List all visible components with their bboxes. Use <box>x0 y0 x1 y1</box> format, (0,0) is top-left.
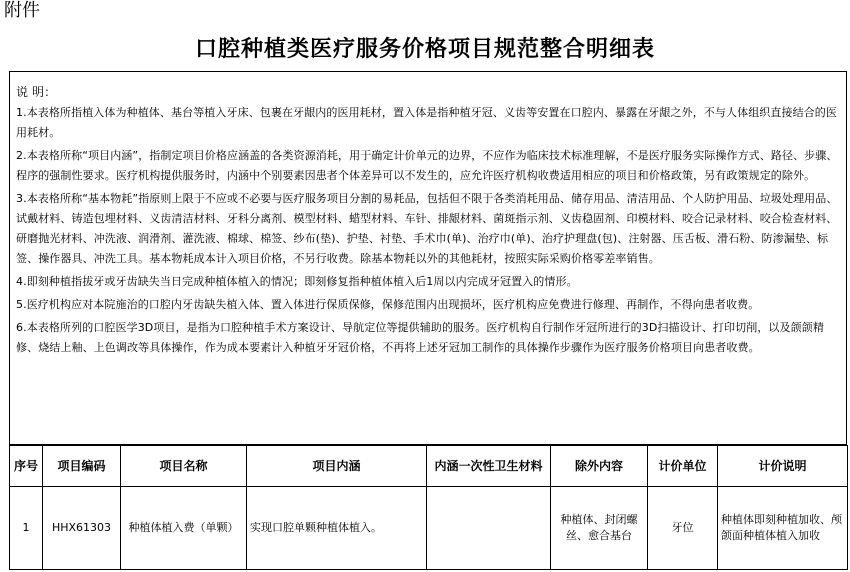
cell-pricing-note: 种植体即刻种植加收、颅颌面种植体植入加收 <box>718 487 848 570</box>
header-excluded: 除外内容 <box>551 446 648 487</box>
cell-unit: 牙位 <box>648 487 718 570</box>
header-unit: 计价单位 <box>648 446 718 487</box>
header-code: 项目编码 <box>43 446 121 487</box>
notes-heading: 说 明： <box>16 85 57 99</box>
notes-section <box>9 71 847 445</box>
note-item-5: 5.医疗机构应对本院施治的口腔内牙齿缺失植入体、置入体进行保质保修，保修范围内出现损坏，医疗机构应免费进行修理、再制作，不得向患者收费。 <box>16 298 760 311</box>
note-item-4: 4.即刻种植指拔牙或牙齿缺失当日完成种植体植入的情况；即刻修复指种植体植入后1周以内完成牙冠置入的情形。 <box>16 275 578 288</box>
cell-consumables <box>427 487 551 570</box>
cell-excluded: 种植体、封闭螺丝、愈合基台 <box>551 487 648 570</box>
page-title: 口腔种植类医疗服务价格项目规范整合明细表 <box>194 36 655 62</box>
annex-label: 附件 <box>4 0 40 21</box>
price-item-table <box>9 445 848 570</box>
note-item-2: 2.本表格所称“项目内涵”，指制定项目价格应涵盖的各类资源消耗，用于确定计价单元的边界，不应作为临床技术标准理解，不是医疗服务实际操作方式、路径、步骤、程序的强制性要求。医疗机构提供服务时，内涵中个别要素因患者个体差异可以不发生的，应允许医疗机构收费适用相应的项目和价格政策，另有政策规定的除外。 <box>16 149 838 182</box>
header-no: 序号 <box>10 446 43 487</box>
header-name: 项目名称 <box>121 446 247 487</box>
note-item-1: 1.本表格所指植入体为种植体、基台等植入牙床、包裹在牙龈内的医用耗材，置入体是指种植牙冠、义齿等安置在口腔内、暴露在牙龈之外，不与人体组织直接结合的医用耗材。 <box>16 106 837 139</box>
note-item-3: 3.本表格所称“基本物耗”指原则上限于不应或不必要与医疗服务项目分割的易耗品，包括但不限于各类消耗用品、储存用品、清洁用品、个人防护用品、垃圾处理用品、试戴材料、铸造包埋材料、义齿清洁材料、牙科分离剂、模型材料、蜡型材料、车针、排龈材料、菌斑指示剂、义齿稳固剂、印模材料、咬合记录材料、咬合检查材料、研磨抛光材料、冲洗液、润滑剂、灌洗液、棉球、棉签、纱布(垫)、护垫、衬垫、手术巾(单)、治疗巾(单)、治疗护理盘(包)、注射器、压舌板、滑石粉、防渗漏垫、标签、操作器具、冲洗工具。基本物耗成本计入项目价格，不另行收费。除基本物耗以外的其他耗材，按照实际采购价格零差率销售。 <box>16 192 838 265</box>
cell-no: 1 <box>10 487 43 570</box>
header-consumables: 内涵一次性卫生材料 <box>427 446 551 487</box>
header-pricing-note: 计价说明 <box>718 446 848 487</box>
table-row <box>10 487 848 570</box>
table-header-row <box>10 446 848 487</box>
cell-name: 种植体植入费（单颗） <box>121 487 247 570</box>
header-content: 项目内涵 <box>247 446 427 487</box>
note-item-6: 6.本表格所列的口腔医学3D项目，是指为口腔种植手术方案设计、导航定位等提供辅助的服务。医疗机构自行制作牙冠所进行的3D扫描设计、打印切削，以及颌颌精修、烧结上釉、上色调改等具体操作，作为成本要素计入种植牙牙冠价格，不再将上述牙冠加工制作的具体操作步骤作为医疗服务价格项目向患者收费。 <box>16 321 824 354</box>
cell-code: HHX61303 <box>43 487 121 570</box>
cell-content: 实现口腔单颗种植体植入。 <box>247 487 427 570</box>
